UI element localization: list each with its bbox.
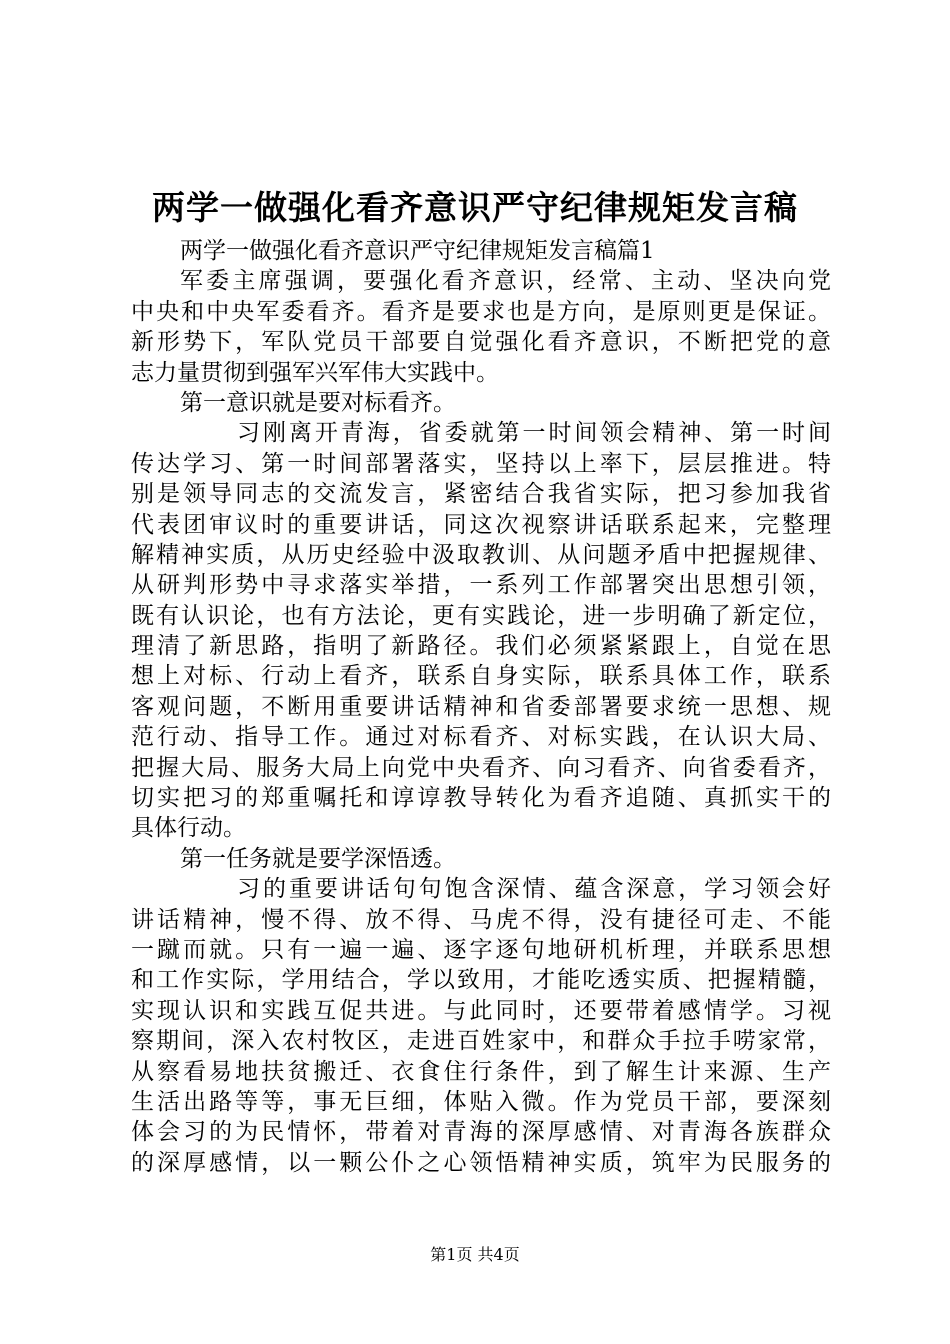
paragraph-line: 想上对标、行动上看齐，联系自身实际，联系具体工作，联系 (131, 663, 831, 690)
paragraph-line: 习的重要讲话句句饱含深情、蕴含深意，学习领会好 (237, 876, 831, 903)
paragraph-line: 客观问题，不断用重要讲话精神和省委部署要求统一思想、规 (131, 693, 831, 720)
paragraph-line: 一蹴而就。只有一遍一遍、逐字逐句地研机析理，并联系思想 (131, 936, 831, 963)
paragraph-line: 的深厚感情，以一颗公仆之心领悟精神实质，筑牢为民服务的 (131, 1149, 831, 1176)
paragraph-line: 别是领导同志的交流发言，紧密结合我省实际，把习参加我省 (131, 481, 831, 508)
paragraph-line: 实现认识和实践互促共进。与此同时，还要带着感情学。习视 (131, 997, 831, 1024)
paragraph-line: 中央和中央军委看齐。看齐是要求也是方向，是原则更是保证。 (131, 298, 831, 325)
subheading: 第一任务就是要学深悟透。 (180, 845, 456, 872)
paragraph-line: 察期间，深入农村牧区，走进百姓家中，和群众手拉手唠家常， (131, 1028, 831, 1055)
page-number-footer: 第1页 共4页 (430, 1245, 520, 1264)
document-body (131, 236, 831, 1178)
paragraph-line: 具体行动。 (131, 815, 246, 842)
paragraph-line: 志力量贯彻到强军兴军伟大实践中。 (131, 359, 499, 386)
paragraph-line: 从研判形势中寻求落实举措，一系列工作部署突出思想引领， (131, 572, 831, 599)
paragraph-line: 新形势下，军队党员干部要自觉强化看齐意识，不断把党的意 (131, 329, 831, 356)
paragraph-line: 生活出路等等，事无巨细，体贴入微。作为党员干部，要深刻 (131, 1088, 831, 1115)
paragraph-line: 传达学习、第一时间部署落实，坚持以上率下，层层推进。特 (131, 450, 831, 477)
paragraph-line: 习刚离开青海，省委就第一时间领会精神、第一时间 (237, 420, 831, 447)
paragraph-line: 把握大局、服务大局上向党中央看齐、向习看齐、向省委看齐， (131, 754, 831, 781)
paragraph-line: 理清了新思路，指明了新路径。我们必须紧紧跟上，自觉在思 (131, 633, 831, 660)
paragraph-line: 和工作实际，学用结合，学以致用，才能吃透实质、把握精髓， (131, 967, 831, 994)
paragraph-line: 范行动、指导工作。通过对标看齐、对标实践，在认识大局、 (131, 724, 831, 751)
paragraph-line: 切实把习的郑重嘱托和谆谆教导转化为看齐追随、真抓实干的 (131, 785, 831, 812)
section-heading: 两学一做强化看齐意识严守纪律规矩发言稿篇1 (180, 238, 655, 264)
paragraph-line: 解精神实质，从历史经验中汲取教训、从问题矛盾中把握规律、 (131, 541, 831, 568)
paragraph-line: 代表团审议时的重要讲话，同这次视察讲话联系起来，完整理 (131, 511, 831, 538)
paragraph-line: 从察看易地扶贫搬迁、衣食住行条件，到了解生计来源、生产 (131, 1058, 831, 1085)
paragraph-line: 讲话精神，慢不得、放不得、马虎不得，没有捷径可走、不能 (131, 906, 831, 933)
paragraph-line: 体会习的为民情怀，带着对青海的深厚感情、对青海各族群众 (131, 1119, 831, 1146)
paragraph-line: 军委主席强调，要强化看齐意识，经常、主动、坚决向党 (180, 268, 831, 295)
paragraph-line: 既有认识论，也有方法论，更有实践论，进一步明确了新定位， (131, 602, 831, 629)
subheading: 第一意识就是要对标看齐。 (180, 389, 456, 416)
document-title: 两学一做强化看齐意识严守纪律规矩发言稿 (152, 188, 798, 227)
